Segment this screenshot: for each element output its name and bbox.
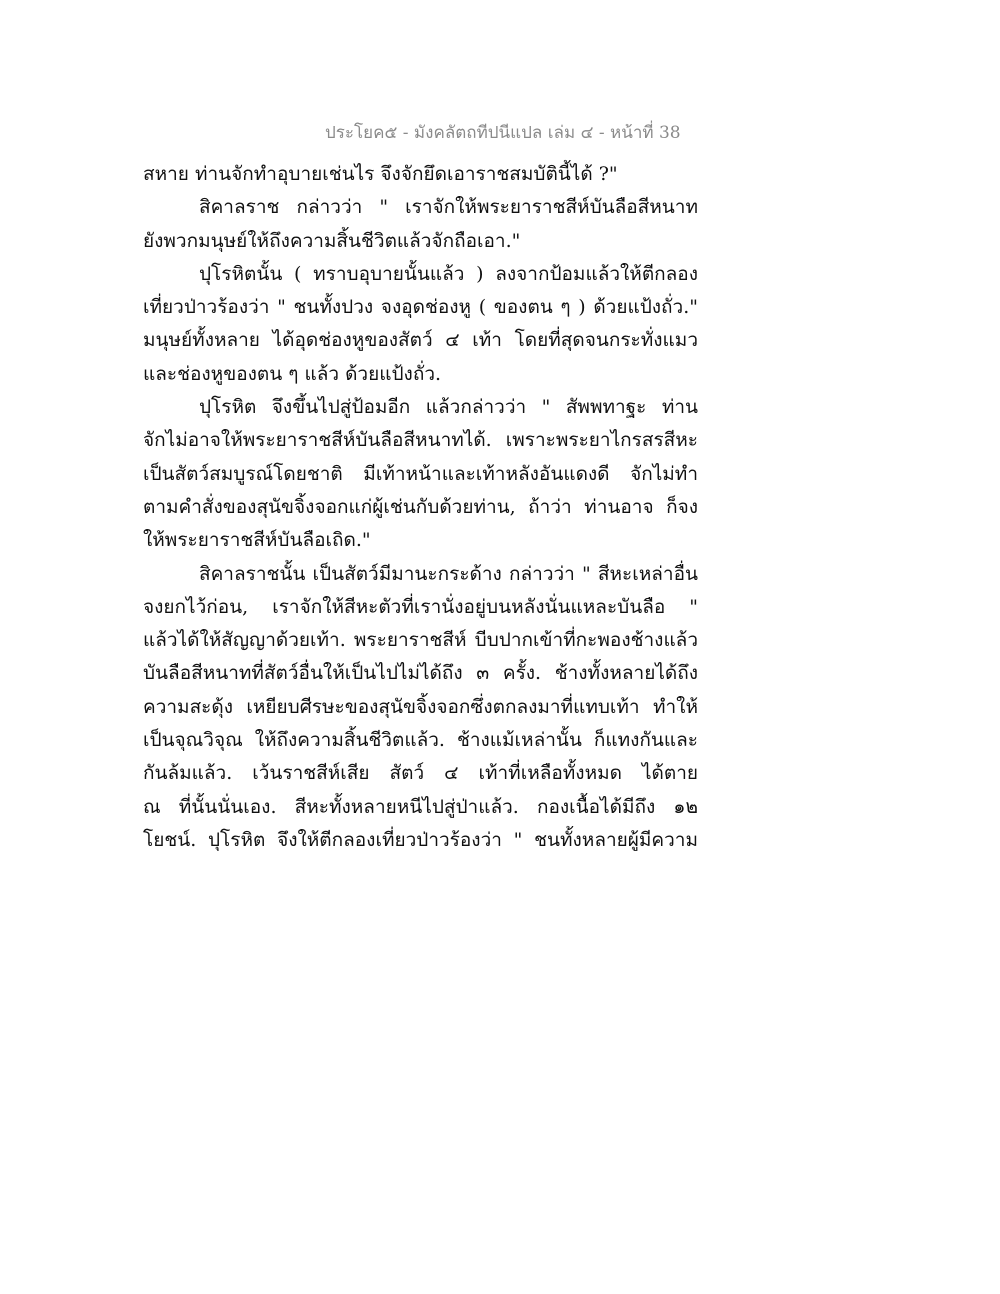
text-line: บันลือสีหนาทที่สัตว์อื่นให้เป็นไปไม่ได้ถึง ๓ ครั้ง. ช้างทั้งหลายได้ถึง (143, 662, 698, 685)
text-line: ปุโรหิต จึงขึ้นไปสู่ป้อมอีก แล้วกล่าวว่า " สัพพทาฐะ ท่าน (199, 396, 698, 419)
body-text (143, 158, 698, 857)
text-line: จงยกไว้ก่อน, เราจักให้สีหะตัวที่เรานั่งอยู่บนหลังนั่นแหละบันลือ " (143, 595, 698, 618)
text-line: ความสะดุ้ง เหยียบศีรษะของสุนัขจิ้งจอกซึ่งตกลงมาที่แทบเท้า ทำให้ (143, 695, 698, 718)
text-line: สหาย ท่านจักทำอุบายเช่นไร จึงจักยึดเอาราชสมบัตินี้ได้ ?" (143, 163, 618, 185)
running-header: ประโยค๕ - มังคลัตถทีปนีแปล เล่ม ๔ - หน้าที่ 38 (325, 123, 681, 143)
text-line: ยังพวกมนุษย์ให้ถึงความสิ้นชีวิตแล้วจักถือเอา." (143, 229, 521, 252)
text-line: ตามคำสั่งของสุนัขจิ้งจอกแก่ผู้เช่นกับด้วยท่าน, ถ้าว่า ท่านอาจ ก็จง (143, 495, 698, 518)
text-line: ให้พระยาราชสีห์บันลือเถิด." (143, 529, 371, 552)
text-line: เป็นสัตว์สมบูรณ์โดยชาติ มีเท้าหน้าและเท้าหลังอันแดงดี จักไม่ทำ (143, 462, 698, 485)
text-line: เป็นจุณวิจุณ ให้ถึงความสิ้นชีวิตแล้ว. ช้างแม้เหล่านั้น ก็แทงกันและ (143, 729, 698, 752)
text-line: สิคาลราช กล่าวว่า " เราจักให้พระยาราชสีห์บันลือสีหนาท (199, 196, 698, 219)
text-line: ปุโรหิตนั้น ( ทราบอุบายนั้นแล้ว ) ลงจากป้อมแล้วให้ตีกลอง (199, 262, 698, 285)
text-line: จักไม่อาจให้พระยาราชสีห์บันลือสีหนาทได้. เพราะพระยาไกรสรสีหะ (143, 429, 698, 452)
text-line: กันล้มแล้ว. เว้นราชสีห์เสีย สัตว์ ๔ เท้าที่เหลือทั้งหมด ได้ตาย (143, 762, 698, 785)
text-line: แล้วได้ให้สัญญาด้วยเท้า. พระยาราชสีห์ บีบปากเข้าที่กะพองช้างแล้ว (143, 629, 698, 652)
text-line: สิคาลราชนั้น เป็นสัตว์มีมานะกระด้าง กล่าวว่า " สีหะเหล่าอื่น (199, 562, 698, 585)
text-line: โยชน์. ปุโรหิต จึงให้ตีกลองเที่ยวป่าวร้องว่า " ชนทั้งหลายผู้มีความ (143, 828, 698, 851)
text-line: และช่องหูของตน ๆ แล้ว ด้วยแป้งถั่ว. (143, 362, 442, 385)
text-line: มนุษย์ทั้งหลาย ได้อุดช่องหูของสัตว์ ๔ เท้า โดยที่สุดจนกระทั่งแมว (143, 329, 698, 352)
text-line: ณ ที่นั้นนั่นเอง. สีหะทั้งหลายหนีไปสู่ป่าแล้ว. กองเนื้อได้มีถึง ๑๒ (143, 795, 698, 818)
text-line: เที่ยวป่าวร้องว่า " ชนทั้งปวง จงอุดช่องหู ( ของตน ๆ ) ด้วยแป้งถั่ว." (143, 296, 698, 319)
